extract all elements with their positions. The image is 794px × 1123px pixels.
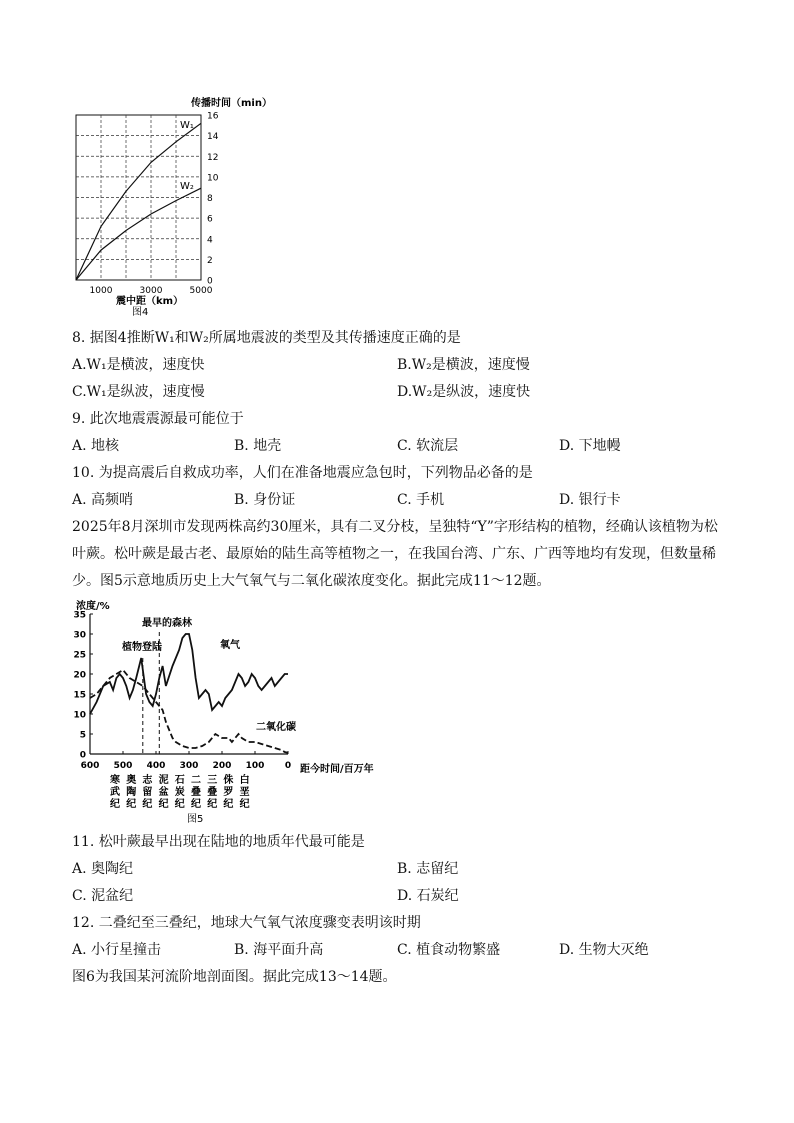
w1-curve: [76, 123, 201, 280]
fig4-xtick-label: 1000: [89, 286, 113, 296]
fig5-xlabel: 距今时间/百万年: [300, 764, 374, 775]
fig5-xtick-label: 300: [179, 761, 199, 771]
q8-option-b[interactable]: B.W₂是横波，速度慢: [397, 357, 530, 373]
period-label-char: 石: [174, 775, 185, 786]
period-label-char: 留: [142, 787, 153, 798]
period-label-char: 炭: [174, 787, 185, 798]
q10-stem: 10. 为提高震后自救成功率，人们在准备地震应急包时，下列物品必备的是: [72, 465, 533, 481]
fig4-ylabel: 传播时间（min）: [191, 98, 272, 109]
annot-earliest-forest: 最早的森林: [142, 618, 192, 629]
period-label-char: 奥: [126, 775, 137, 786]
figure-5: [70, 596, 390, 828]
period-label-char: 纪: [191, 799, 201, 810]
period-label-char: 盆: [158, 787, 169, 798]
fig5-xtick-label: 500: [113, 761, 133, 771]
o2-curve: [90, 634, 288, 714]
period-label-char: 陶: [126, 787, 137, 798]
period-label-char: 纪: [174, 799, 185, 810]
fig4-caption: 图4: [132, 307, 149, 318]
fig4-ytick-label: 16: [207, 111, 219, 122]
fig5-ytick-label: 0: [79, 750, 86, 761]
q8-option-a[interactable]: A.W₁是横波，速度快: [72, 357, 205, 373]
period-label-char: 纪: [158, 799, 169, 810]
fig4-xticks: [90, 286, 213, 296]
fig4-xtick-label: 5000: [189, 286, 213, 296]
passage-fig6-intro: 图6为我国某河流阶地剖面图。据此完成13～14题。: [72, 969, 397, 985]
period-label-char: 叠: [191, 787, 201, 798]
co2-label: 二氧化碳: [256, 722, 296, 733]
q8-option-c[interactable]: C.W₁是纵波，速度慢: [72, 384, 205, 400]
q12-option-c[interactable]: C. 植食动物繁盛: [397, 942, 501, 958]
q12-option-a[interactable]: A. 小行星撞击: [72, 942, 162, 958]
fig4-xlabel: 震中距（km）: [116, 296, 184, 307]
fig4-yticks: [207, 112, 219, 287]
period-label-char: 垩: [239, 787, 250, 798]
period-label-char: 叠: [207, 787, 218, 798]
figure-4: [60, 92, 290, 322]
fig5-ylabel: 浓度/%: [76, 601, 110, 612]
period-label-char: 寒: [110, 775, 120, 786]
fig4-ytick-label: 12: [207, 152, 219, 163]
q11-option-a[interactable]: A. 奥陶纪: [72, 861, 134, 877]
fig4-ytick-label: 0: [207, 276, 213, 287]
period-label-char: 纪: [142, 799, 153, 810]
q11-option-d[interactable]: D. 石炭纪: [397, 888, 459, 904]
passage-songyejue: 2025年8月深圳市发现两株高约30厘米，具有二叉分枝，呈独特“Y”字形结构的植物，经确认该植物为松叶蕨。松叶蕨是最古老、最原始的陆生高等植物之一，在我国台湾、广东、广西等地均有发现，但数量稀少。图5示意地质历史上大气氧气与二氧化碳浓度变化。据此完成11～12题。: [72, 519, 718, 589]
fig5-ytick-label: 10: [73, 710, 86, 721]
o2-label: 氧气: [220, 640, 240, 651]
fig5-ytick-label: 15: [73, 690, 86, 701]
w2-curve: [76, 188, 201, 280]
period-label-char: 武: [110, 787, 120, 798]
fig5-xtick-label: 400: [146, 761, 166, 771]
annot-plants-on-land: 植物登陆: [122, 642, 162, 653]
co2-curve: [90, 670, 288, 753]
q10-option-d[interactable]: D. 银行卡: [559, 492, 621, 508]
period-label-char: 纪: [126, 799, 137, 810]
w1-label: W₁: [180, 120, 194, 131]
fig4-ytick-label: 8: [207, 194, 213, 204]
period-label-char: 侏: [223, 775, 234, 786]
fig5-ytick-label: 30: [73, 630, 86, 641]
fig5-xtick-label: 600: [80, 761, 100, 771]
period-label-char: 纪: [239, 799, 250, 810]
q8-stem: 8. 据图4推断W₁和W₂所属地震波的类型及其传播速度正确的是: [72, 330, 461, 346]
period-label-char: 纪: [110, 799, 120, 810]
q9-option-d[interactable]: D. 下地幔: [559, 438, 621, 454]
q9-option-b[interactable]: B. 地壳: [234, 438, 282, 454]
q11-stem: 11. 松叶蕨最早出现在陆地的地质年代最可能是: [72, 834, 365, 850]
fig5-xtick-label: 0: [284, 761, 292, 771]
fig5-xtick-label: 200: [212, 761, 232, 771]
q10-option-b[interactable]: B. 身份证: [234, 492, 296, 508]
fig4-ytick-label: 4: [207, 235, 213, 246]
period-label-char: 罗: [223, 787, 234, 798]
fig5-ytick-label: 25: [73, 650, 86, 661]
period-label-char: 泥: [158, 775, 169, 786]
q12-stem: 12. 二叠纪至三叠纪，地球大气氧气浓度骤变表明该时期: [72, 915, 421, 931]
q10-option-a[interactable]: A. 高频哨: [72, 492, 134, 508]
period-label-char: 纪: [223, 799, 234, 810]
fig5-ytick-label: 35: [73, 610, 86, 621]
fig4-ytick-label: 14: [207, 132, 219, 143]
period-label-char: 二: [191, 775, 201, 786]
q8-option-d[interactable]: D.W₂是纵波，速度快: [397, 384, 531, 400]
period-label-char: 志: [142, 775, 153, 786]
period-labels: [110, 773, 250, 810]
fig5-xtick-label: 100: [245, 761, 265, 771]
q12-option-d[interactable]: D. 生物大灭绝: [559, 942, 649, 958]
q11-option-c[interactable]: C. 泥盆纪: [72, 888, 134, 904]
q9-option-c[interactable]: C. 软流层: [397, 438, 459, 454]
period-label-char: 纪: [207, 799, 218, 810]
q12-option-b[interactable]: B. 海平面升高: [234, 942, 324, 958]
q11-option-b[interactable]: B. 志留纪: [397, 861, 459, 877]
q10-option-c[interactable]: C. 手机: [397, 492, 445, 508]
fig4-ytick-label: 10: [207, 173, 219, 184]
period-label-char: 白: [239, 775, 250, 786]
w2-label: W₂: [180, 181, 194, 192]
fig5-ytick-label: 5: [79, 730, 86, 741]
q9-stem: 9. 此次地震震源最可能位于: [72, 411, 244, 427]
period-label-char: 三: [207, 775, 218, 786]
q9-option-a[interactable]: A. 地核: [72, 438, 120, 454]
fig4-ytick-label: 6: [207, 214, 213, 225]
fig4-ytick-label: 2: [207, 255, 213, 266]
fig4-xtick-label: 3000: [139, 286, 163, 296]
fig5-caption: 图5: [187, 814, 204, 825]
fig5-ytick-label: 20: [73, 670, 86, 681]
